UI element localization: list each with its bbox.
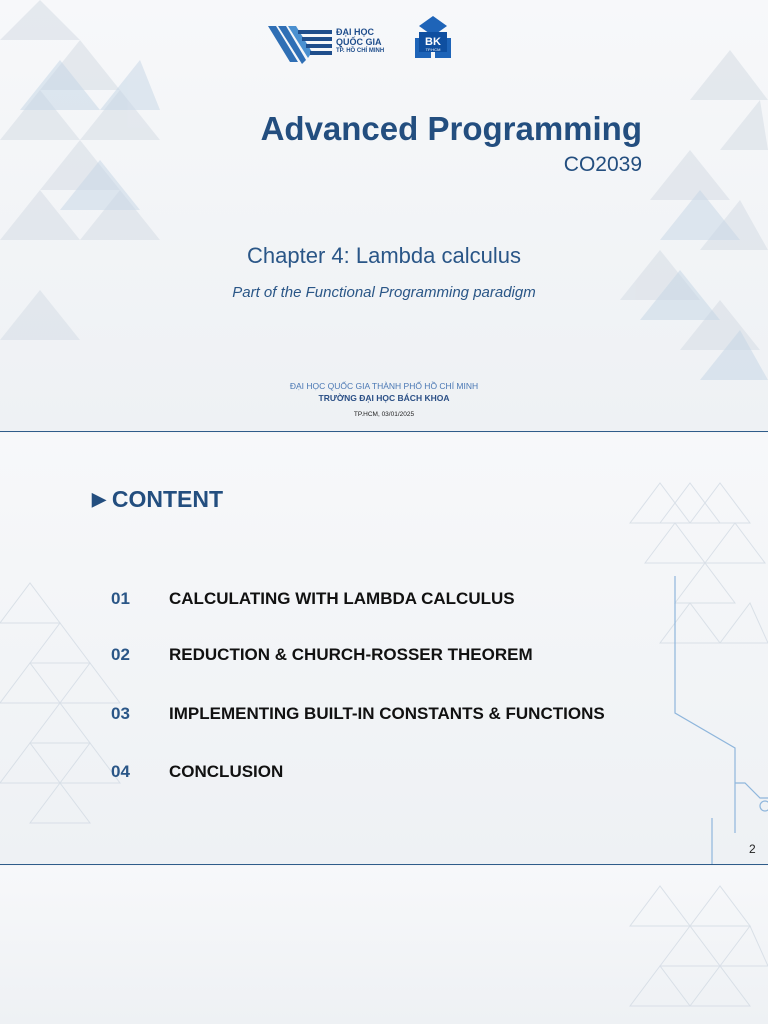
university-line2: TRƯỜNG ĐẠI HỌC BÁCH KHOA <box>318 393 450 403</box>
toc-item-text: CALCULATING WITH LAMBDA CALCULUS <box>169 589 515 608</box>
course-code: CO2039 <box>563 153 642 176</box>
play-arrow-icon: ▶ <box>92 489 106 509</box>
chapter-title: Chapter 4: Lambda calculus <box>247 243 521 268</box>
triangle-pattern-background <box>0 866 768 1024</box>
toc-item <box>111 589 515 609</box>
toc-item <box>111 762 283 782</box>
vnu-logo-line3: TP. HỒ CHÍ MINH <box>336 48 385 54</box>
slide-next-partial <box>0 866 768 1024</box>
vnu-logo-icon <box>268 22 334 66</box>
content-heading <box>92 486 223 513</box>
toc-item <box>111 704 605 724</box>
page-number: 2 <box>749 842 756 856</box>
toc-item-number: 02 <box>111 645 130 664</box>
bk-logo-icon <box>407 16 459 68</box>
course-title: Advanced Programming <box>260 110 642 147</box>
slide-content <box>0 433 768 865</box>
toc-item <box>111 645 533 665</box>
triangle-pattern-background <box>0 0 768 432</box>
presentation-date: TP.HCM, 03/01/2025 <box>353 411 415 418</box>
content-heading-text: CONTENT <box>111 486 224 512</box>
bk-logo-subtext: TP.HCM <box>425 47 441 52</box>
toc-item-text: IMPLEMENTING BUILT-IN CONSTANTS & FUNCTIONS <box>169 704 605 723</box>
slide-title <box>0 0 768 432</box>
toc-item-number: 01 <box>111 589 130 608</box>
toc-item-number: 03 <box>111 704 130 723</box>
vnu-logo-line1: ĐẠI HỌC <box>336 27 374 37</box>
vnu-logo-line2: QUỐC GIA <box>336 37 382 47</box>
chapter-subtitle: Part of the Functional Programming paradigm <box>232 284 536 301</box>
vnu-logo-text <box>336 27 384 56</box>
toc-item-text: CONCLUSION <box>169 762 284 781</box>
university-line1: ĐẠI HỌC QUỐC GIA THÀNH PHỐ HỒ CHÍ MINH <box>289 381 479 391</box>
bk-logo-text: BK <box>425 36 441 48</box>
toc-item-text: REDUCTION & CHURCH-ROSSER THEOREM <box>169 645 533 664</box>
toc-item-number: 04 <box>111 762 130 781</box>
